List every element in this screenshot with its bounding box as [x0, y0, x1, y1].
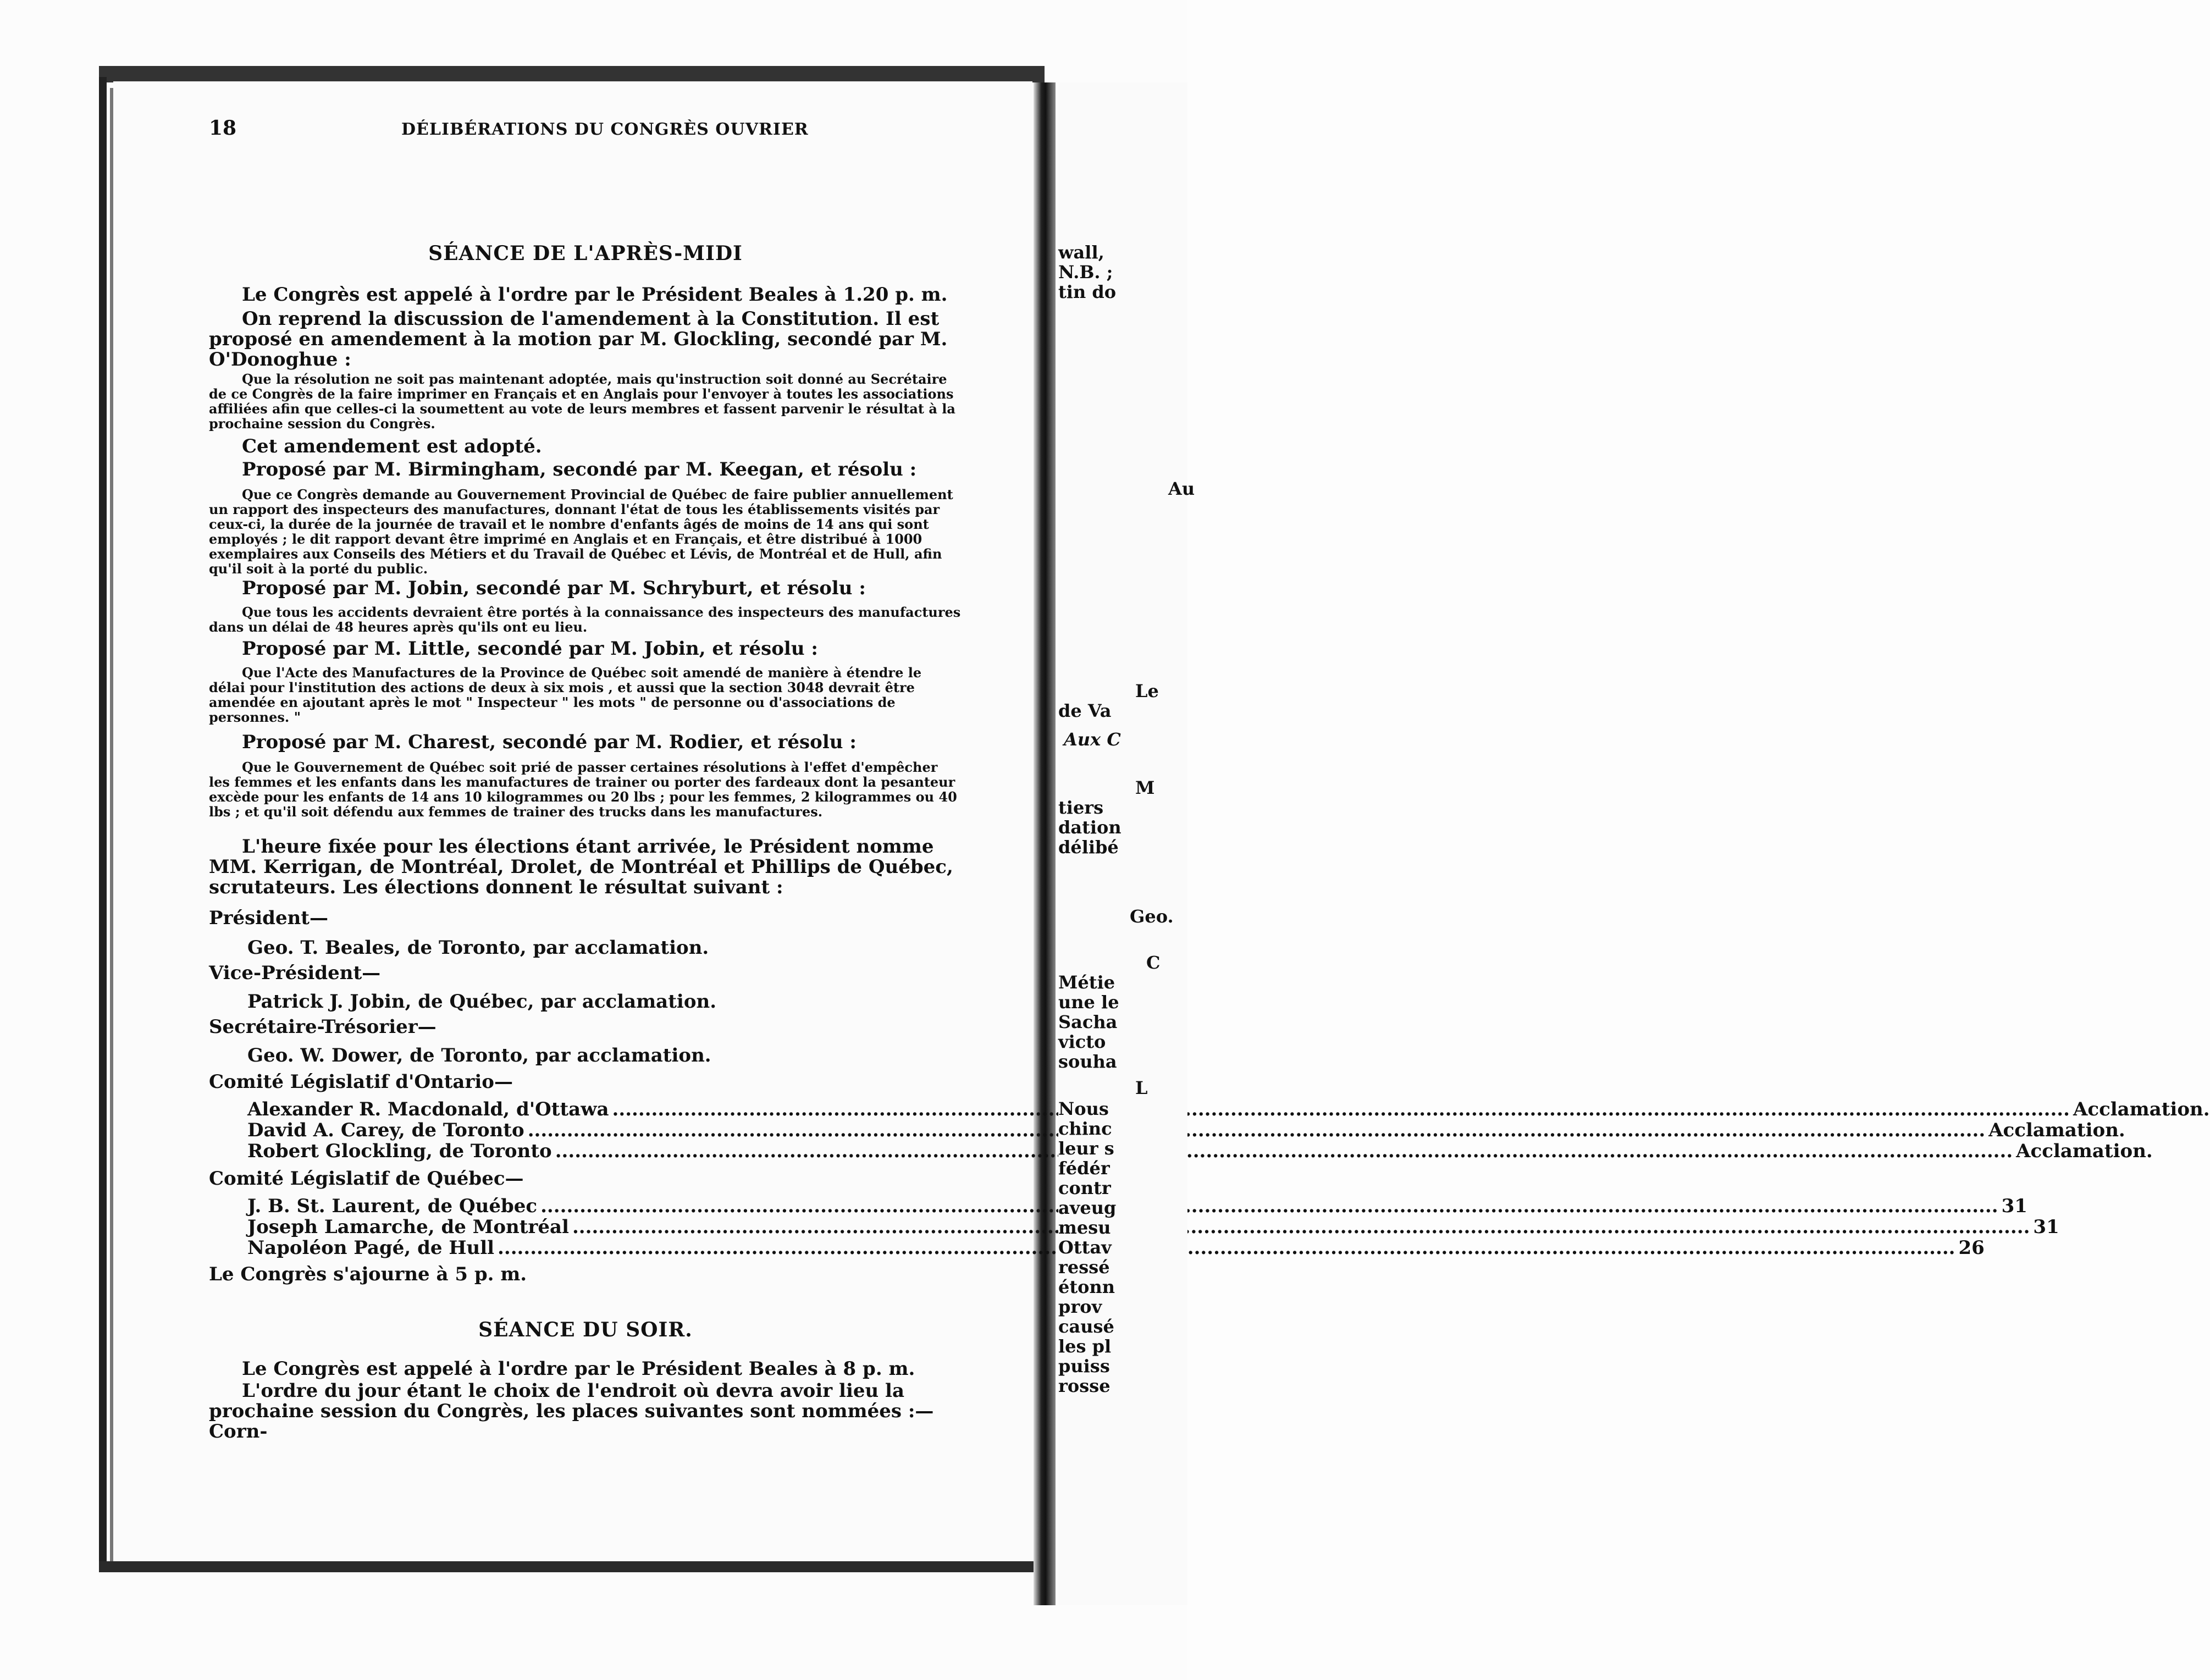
secretary-label: Secrétaire-Trésorier—: [209, 1016, 437, 1038]
right-line: Au: [1168, 478, 1195, 499]
right-line: puiss: [1058, 1356, 1110, 1377]
evening-opening: Le Congrès est appelé à l'ordre par le Président Beales à 8 p. m.: [242, 1358, 915, 1380]
page-number: 18: [209, 117, 237, 140]
right-line: étonn: [1058, 1276, 1115, 1297]
right-line: Aux C: [1064, 729, 1121, 750]
dot-leader: [572, 1216, 2030, 1238]
vice-president-label: Vice-Président—: [209, 962, 381, 984]
book-left-edge: [99, 77, 107, 1572]
dot-leader: [540, 1195, 1998, 1217]
right-line: une le: [1058, 992, 1119, 1013]
right-page-fragment: [1058, 82, 1195, 1605]
member-name: David A. Carey, de Toronto: [247, 1119, 524, 1141]
right-line: les pl: [1058, 1336, 1112, 1357]
member-name: Napoléon Pagé, de Hull: [247, 1237, 495, 1259]
right-line: mesu: [1058, 1217, 1111, 1238]
page-header: [209, 117, 1034, 144]
right-line: souha: [1058, 1051, 1117, 1072]
motion-charest: Proposé par M. Charest, secondé par M. Rodier, et résolu :: [242, 731, 857, 753]
right-line: causé: [1058, 1316, 1114, 1337]
afternoon-opening: Le Congrès est appelé à l'ordre par le Président Beales à 1.20 p. m.: [242, 284, 948, 306]
afternoon-session-title: SÉANCE DE L'APRÈS-MIDI: [428, 242, 743, 265]
book-gutter: [1034, 82, 1056, 1605]
right-line: chinc: [1058, 1118, 1112, 1139]
member-name: J. B. St. Laurent, de Québec: [247, 1195, 538, 1217]
book-top-edge: [99, 66, 1045, 82]
right-line: Geo.: [1130, 906, 1174, 927]
member-name: Joseph Lamarche, de Montréal: [247, 1216, 569, 1238]
member-name: Robert Glockling, de Toronto: [247, 1140, 552, 1162]
dot-leader: [528, 1119, 1985, 1141]
quebec-committee-label: Comité Législatif de Québec—: [209, 1168, 524, 1190]
adjournment: Le Congrès s'ajourne à 5 p. m.: [209, 1263, 527, 1285]
right-line: C: [1146, 952, 1161, 973]
right-line: Le: [1135, 681, 1159, 701]
motion-little: Proposé par M. Little, secondé par M. Jobin, et résolu :: [242, 638, 818, 660]
resolution-women-children: Que le Gouvernement de Québec soit prié de passer certaines résolutions à l'effet d'empêcher les femmes et les enfants dans les manufactures de trainer ou porter des fardeaux dont la pesanteur excède pour les enfants de 14 ans 10 kilogrammes ou 20 lbs ; pour les femmes, 2 kilogrammes ou 40 lbs ; et qu'il soit défendu aux femmes de trainer des trucks dans les manufactures.: [209, 759, 957, 820]
president-elected: Geo. T. Beales, de Toronto, par acclamation.: [247, 937, 709, 959]
right-line: L: [1135, 1077, 1148, 1098]
member-votes: 31: [2033, 1216, 2059, 1238]
right-line: délibé: [1058, 837, 1119, 858]
right-line: rosse: [1058, 1375, 1110, 1396]
book-bottom-edge: [99, 1561, 1045, 1572]
right-line: fédér: [1058, 1158, 1110, 1179]
right-line: contr: [1058, 1178, 1111, 1198]
member-result: Acclamation.: [2073, 1098, 2210, 1120]
right-line: Métie: [1058, 972, 1115, 993]
member-votes: 26: [1958, 1237, 1985, 1259]
resolution-manufactures-act: Que l'Acte des Manufactures de la Province de Québec soit amendé de manière à étendre le délai pour l'institution des actions de deux à six mois , et aussi que la section 3048 devrait être amendée en ajoutant après le mot " Inspecteur " les mots " de personne ou d'associations de personnes. ": [209, 665, 922, 725]
dot-leader: [498, 1237, 1955, 1259]
evening-session-title: SÉANCE DU SOIR.: [478, 1318, 693, 1341]
right-line: victo: [1058, 1031, 1106, 1052]
secretary-elected: Geo. W. Dower, de Toronto, par acclamation.: [247, 1045, 711, 1066]
elections-intro: L'heure fixée pour les élections étant arrivée, le Président nomme MM. Kerrigan, de Montréal, Drolet, de Montréal et Phillips de Québec, scrutateurs. Les élections donnent le résultat suivant :: [209, 836, 953, 898]
right-line: Sacha: [1058, 1012, 1118, 1032]
right-line: ressé: [1058, 1257, 1110, 1278]
next-session-location: L'ordre du jour étant le choix de l'endroit où devra avoir lieu la prochaine session du Congrès, les places suivantes sont nommées :—Corn-: [209, 1380, 934, 1443]
member-name: Alexander R. Macdonald, d'Ottawa: [247, 1098, 609, 1120]
member-result: Acclamation.: [2016, 1140, 2153, 1162]
amendment-adopted: Cet amendement est adopté.: [242, 435, 542, 457]
member-votes: 31: [2001, 1195, 2027, 1217]
right-line: de Va: [1058, 700, 1112, 721]
right-line: aveug: [1058, 1197, 1117, 1218]
right-line: wall,: [1058, 242, 1104, 263]
motion-jobin: Proposé par M. Jobin, secondé par M. Schryburt, et résolu :: [242, 577, 866, 599]
right-line: M: [1135, 777, 1155, 798]
running-title: DÉLIBÉRATIONS DU CONGRÈS OUVRIER: [401, 120, 809, 139]
right-line: leur s: [1058, 1138, 1114, 1159]
right-line: N.B. ;: [1058, 262, 1113, 283]
dot-leader: [612, 1098, 2070, 1120]
ontario-committee-label: Comité Législatif d'Ontario—: [209, 1071, 513, 1093]
right-line: Nous: [1058, 1098, 1109, 1119]
amendment-discussion: On reprend la discussion de l'amendement à la Constitution. Il est proposé en amendement à la motion par M. Glockling, secondé par M. O'Donoghue :: [209, 308, 948, 371]
resolution-accidents: Que tous les accidents devraient être portés à la connaissance des inspecteurs des manufactures dans un délai de 48 heures après qu'ils ont eu lieu.: [209, 604, 961, 635]
right-line: dation: [1058, 817, 1121, 838]
right-line: Ottav: [1058, 1237, 1112, 1258]
president-label: Président—: [209, 907, 328, 929]
resolution-inspectors-report: Que ce Congrès demande au Gouvernement Provincial de Québec de faire publier annuellement un rapport des inspecteurs des manufactures, donnant l'état de tous les établissements visités par ceux-ci, la durée de la journée de travail et le nombre d'enfants âgés de moins de 14 ans qui sont employés ; le dit rapport devant être imprimé en Anglais et en Français, et être distribué à 1000 exemplaires aux Conseils des Métiers et du Travail de Québec et Lévis, de Montréal et de Hull, afin qu'il soit à la porté du public.: [209, 487, 953, 577]
vice-president-elected: Patrick J. Jobin, de Québec, par acclamation.: [247, 991, 717, 1013]
member-result: Acclamation.: [1988, 1119, 2125, 1141]
motion-birmingham: Proposé par M. Birmingham, secondé par M. Keegan, et résolu :: [242, 458, 917, 480]
resolution-translation: Que la résolution ne soit pas maintenant adoptée, mais qu'instruction soit donné au Secrétaire de ce Congrès de la faire imprimer en Français et en Anglais pour l'envoyer à toutes les associations affiliées afin que celles-ci la soumettent au vote de leurs membres et fassent parvenir le résultat à la prochaine session du Congrès.: [209, 371, 955, 432]
right-line: tin do: [1058, 281, 1117, 302]
right-line: prov: [1058, 1296, 1102, 1317]
dot-leader: [555, 1140, 2013, 1162]
right-line: tiers: [1058, 797, 1104, 818]
